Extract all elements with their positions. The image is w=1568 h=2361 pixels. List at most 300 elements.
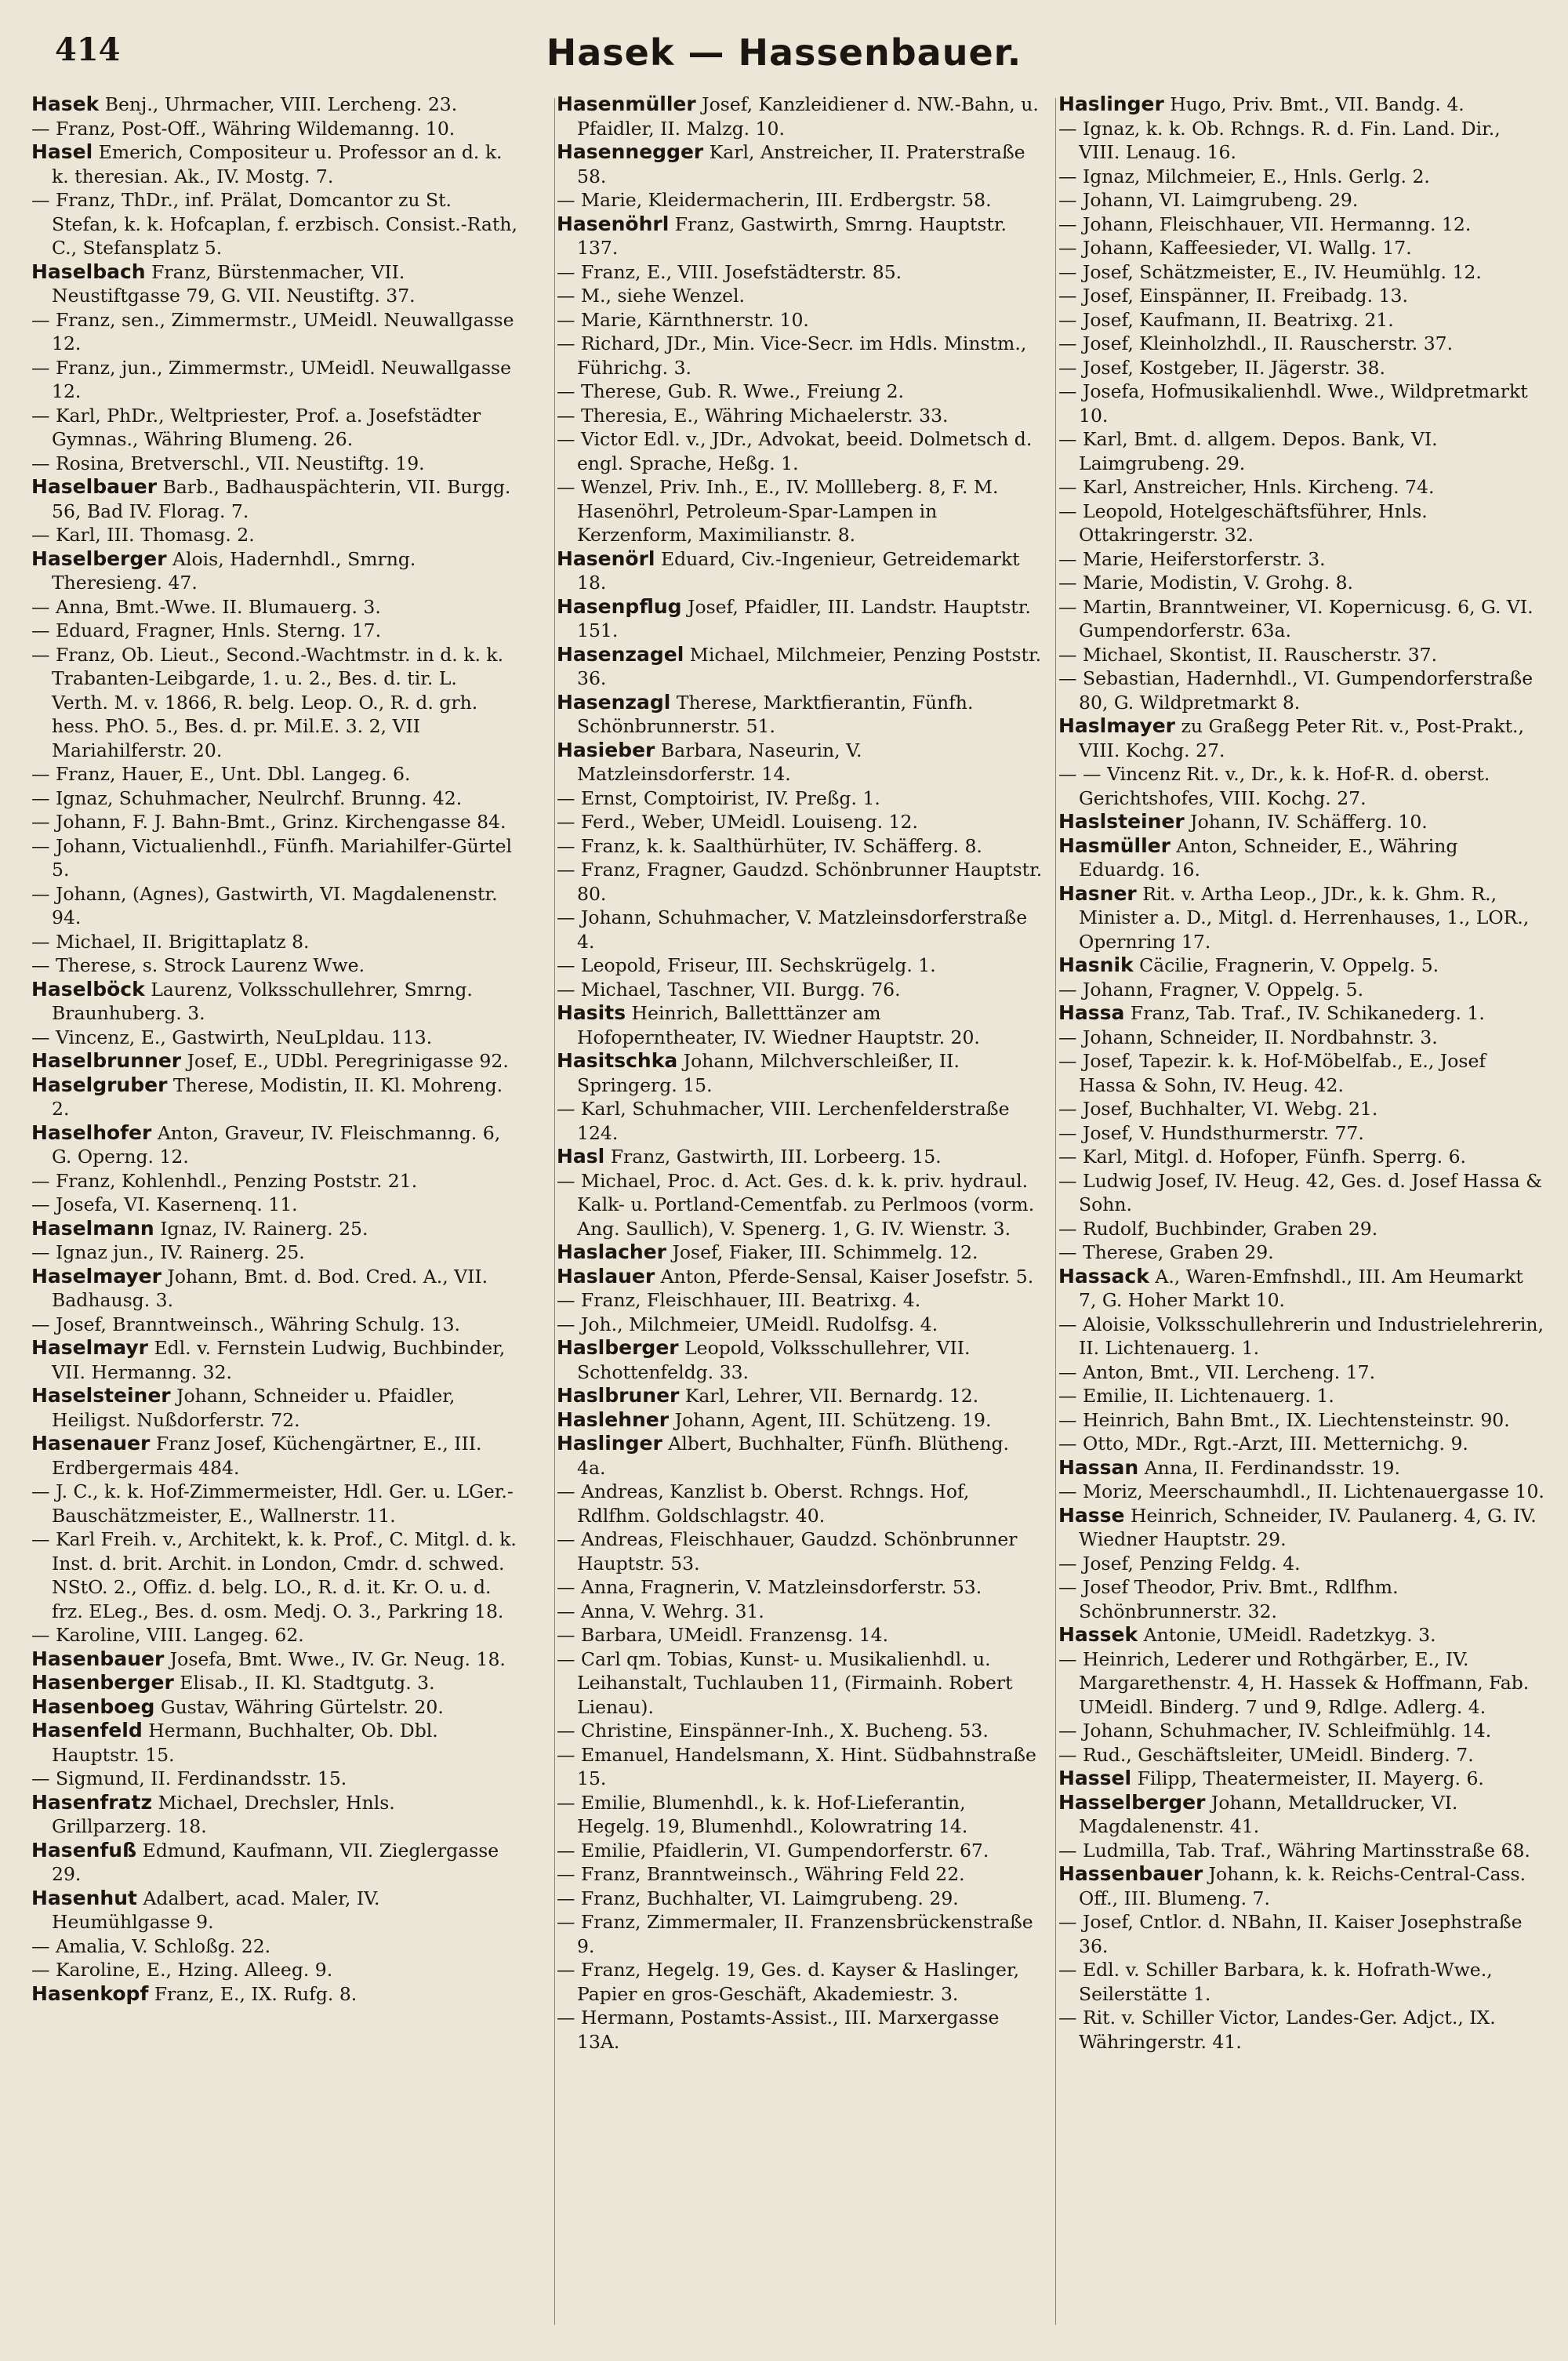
directory-entry [1058,714,1544,762]
directory-entry [1058,93,1544,117]
directory-entry [31,810,517,834]
entry-surname: Hassa [1058,1001,1125,1024]
entry-text: — Rudolf, Buchbinder, Graben 29. [1058,1217,1378,1240]
entry-surname: Haselmayer [31,1264,162,1288]
directory-entry [1058,1384,1544,1408]
entry-text: — Therese, Graben 29. [1058,1241,1274,1263]
entry-text: — Franz, ThDr., inf. Prälat, Domcantor zu St. Stefan, k. k. Hofcaplan, f. erzbisch. Consist.-Rath, C., Stefansplatz 5. [31,189,517,259]
directory-entry [31,1073,517,1121]
entry-surname: Haselhofer [31,1121,152,1144]
directory-entry [31,619,517,643]
directory-entry [557,810,1043,834]
entry-text: — Therese, s. Strock Laurenz Wwe. [31,954,365,976]
entry-surname: Hasnik [1058,953,1134,976]
directory-entry [31,308,517,356]
entry-text: — Michael, Proc. d. Act. Ges. d. k. k. priv. hydraul. Kalk- u. Portland-Cementfab. zu Perlmoos (vorm. Ang. Saullich), V. Spenerg. 1, G. IV. Wienstr. 3. [557,1169,1035,1240]
directory-entry [31,1934,517,1959]
entry-surname: Hasenkopf [31,1981,149,2005]
directory-entry [1058,1408,1544,1433]
entry-text: — Wenzel, Priv. Inh., E., IV. Mollleberg. 8, F. M. Hasenöhrl, Petroleum-Spar-Lampen in Kerzenform, Maximilianstr. 8. [557,476,999,546]
entry-text: — Josef Theodor, Priv. Bmt., Rdlfhm. Schönbrunnerstr. 32. [1058,1576,1399,1622]
directory-entry [31,140,517,188]
directory-entry [1058,1552,1544,1576]
directory-entry [31,595,517,619]
directory-entry [1058,1145,1544,1169]
entry-surname: Hasenbauer [31,1647,165,1670]
directory-entry [1058,1360,1544,1385]
entry-surname: Haselmann [31,1216,154,1240]
entry-text: Barb., Badhauspächterin, VII. Burgg. 56, Bad IV. Florag. 7. [52,476,511,522]
entry-surname: Hasenauer [31,1432,151,1455]
entry-text: Albert, Buchhalter, Fünfh. Blütheng. 4a. [577,1433,1010,1479]
directory-entry [557,1839,1043,1863]
directory-entry [1058,1623,1544,1647]
entry-text: — Johann, Schuhmacher, IV. Schleifmühlg. 14. [1058,1720,1492,1742]
entry-text: Emerich, Compositeur u. Professor an d. k. k. theresian. Ak., IV. Mostg. 7. [52,141,503,187]
directory-entry [31,1336,517,1384]
entry-surname: Hasenpflug [557,594,682,618]
directory-entry [1058,212,1544,237]
directory-entry [1058,260,1544,285]
entry-text: — Richard, JDr., Min. Vice-Secr. im Hdls. Minstm., Führichg. 3. [557,332,1027,379]
directory-entry [31,1049,517,1073]
entry-surname: Hasennegger [557,140,704,163]
directory-entry [1058,1456,1544,1480]
entry-text: — Ludmilla, Tab. Traf., Währing Martinsstraße 68. [1058,1839,1530,1862]
entry-text: Franz Josef, Küchengärtner, E., III. Erdbergermais 484. [52,1433,482,1479]
directory-entry [31,1887,517,1934]
directory-entry [31,1671,517,1695]
entry-text: zu Graßegg Peter Rit. v., Post-Prakt., VIII. Kochg. 27. [1079,715,1524,761]
directory-entry [1058,499,1544,547]
entry-text: Karl, Lehrer, VII. Bernardg. 12. [679,1385,979,1407]
directory-entry [31,953,517,978]
entry-text: Johann, Agent, III. Schützeng. 19. [669,1408,992,1431]
directory-entry [1058,1767,1544,1791]
directory-entry [557,475,1043,547]
entry-text: Anna, II. Ferdinandsstr. 19. [1138,1456,1400,1479]
directory-entry [31,188,517,260]
entry-text: — Heinrich, Lederer und Rothgärber, E., IV. Margarethenstr. 4, H. Hassek & Hoffmann, Fab. UMeidl. Binderg. 7 und 9, Rdlge. Adlerg. 4. [1058,1647,1530,1718]
directory-entry [31,1695,517,1720]
directory-entry [1058,1026,1544,1050]
entry-text: Barbara, Naseurin, V. Matzleinsdorferstr. 14. [577,739,862,785]
directory-entry [1058,356,1544,380]
entry-surname: Haselbauer [31,475,158,498]
directory-entry [31,1193,517,1217]
directory-entry [31,786,517,811]
directory-entry [557,834,1043,859]
entry-surname: Hasenhut [31,1886,137,1909]
directory-entry [1058,1432,1544,1456]
entry-text: Edl. v. Fernstein Ludwig, Buchbinder, VII. Hermanng. 32. [52,1337,506,1383]
entry-text: — Heinrich, Bahn Bmt., IX. Liechtensteinstr. 90. [1058,1408,1510,1431]
entry-text: — Franz, Hauer, E., Unt. Dbl. Langeg. 6. [31,763,411,785]
directory-entry [31,1719,517,1767]
entry-text: Eduard, Civ.-Ingenieur, Getreidemarkt 18. [577,547,1020,594]
entry-text: Heinrich, Balletttänzer am Hofoperntheater, IV. Wiedner Hauptstr. 20. [577,1002,980,1048]
entry-text: Josefa, Bmt. Wwe., IV. Gr. Neug. 18. [164,1647,506,1670]
directory-entry [1058,165,1544,189]
directory-entry [1058,1049,1544,1097]
entry-text: — Josef, Kostgeber, II. Jägerstr. 38. [1058,356,1385,379]
directory-entry [1058,1265,1544,1313]
entry-text: Gustav, Währing Gürtelstr. 20. [154,1695,444,1718]
directory-entry [31,1265,517,1313]
entry-text: — Victor Edl. v., JDr., Advokat, beeid. Dolmetsch d. engl. Sprache, Heßg. 1. [557,428,1033,474]
entry-surname: Hassan [1058,1455,1139,1479]
entry-surname: Hasits [557,1001,626,1024]
directory-entry [31,475,517,523]
directory-entry [557,1240,1043,1265]
directory-entry [557,1600,1043,1624]
entry-text: Heinrich, Schneider, IV. Paulanerg. 4, G. IV. Wiedner Hauptstr. 29. [1079,1504,1537,1550]
entry-text: — — Vincenz Rit. v., Dr., k. k. Hof-R. d. oberst. Gerichtshofes, VIII. Kochg. 27. [1058,763,1490,809]
directory-entry [1058,1480,1544,1504]
directory-entry [1058,284,1544,308]
entry-surname: Hasner [1058,881,1137,905]
directory-entry [31,1480,517,1527]
directory-entry [557,978,1043,1002]
page-number: 414 [55,31,121,68]
directory-entry [31,260,517,308]
entry-text: — Leopold, Friseur, III. Sechskrügelg. 1. [557,954,936,976]
entry-text: — Franz, Post-Off., Währing Wildemanng. 10. [31,117,456,140]
entry-text: — Emilie, Blumenhdl., k. k. Hof-Lieferantin, Hegelg. 19, Blumenhdl., Kolowratring 14. [557,1791,968,1837]
entry-text: — Karoline, E., Hzing. Alleeg. 9. [31,1959,333,1981]
entry-text: Johann, k. k. Reichs-Central-Cass. Off., III. Blumeng. 7. [1079,1863,1526,1909]
directory-entry [1058,1862,1544,1910]
entry-text: — Moriz, Meerschaumhdl., II. Lichtenauergasse 10. [1058,1480,1544,1502]
directory-entry [1058,762,1544,810]
directory-entry [31,1623,517,1647]
entry-text: — Franz, k. k. Saalthürhüter, IV. Schäfferg. 8. [557,834,982,857]
entry-text: — Josef, Buchhalter, VI. Webg. 21. [1058,1098,1378,1120]
directory-entry [31,882,517,930]
directory-entry [31,356,517,404]
entry-text: — J. C., k. k. Hof-Zimmermeister, Hdl. Ger. u. LGer.-Bauschätzmeister, E., Wallnerstr. 11. [31,1480,514,1527]
page-title: Hasek — Hassenbauer. [546,31,1022,74]
entry-text: — Michael, Taschner, VII. Burgg. 76. [557,978,901,1001]
entry-text: — Ernst, Comptoirist, IV. Preßg. 1. [557,786,880,809]
directory-entry [31,404,517,452]
entry-text: Cäcilie, Fragnerin, V. Oppelg. 5. [1133,954,1439,976]
entry-surname: Hasenzagl [557,690,671,714]
entry-text: — Barbara, UMeidl. Franzensg. 14. [557,1624,889,1646]
directory-entry [1058,1504,1544,1552]
entry-text: — Ignaz, k. k. Ob. Rchngs. R. d. Fin. Land. Dir., VIII. Lenaug. 16. [1058,117,1501,163]
directory-entry [1058,547,1544,572]
entry-text: Franz, Gastwirth, Smrng. Hauptstr. 137. [577,212,1007,259]
directory-entry [557,380,1043,404]
directory-entry [31,1240,517,1265]
entry-text: — Johann, Kaffeesieder, VI. Wallg. 17. [1058,237,1412,259]
entry-text: — Sebastian, Hadernhdl., VI. Gumpendorferstraße 80, G. Wildpretmarkt 8. [1058,667,1534,714]
entry-text: — Josef, Tapezir. k. k. Hof-Möbelfab., E., Josef Hassa & Sohn, IV. Heug. 42. [1058,1050,1486,1096]
entry-text: — Josef, Cntlor. d. NBahn, II. Kaiser Josephstraße 36. [1058,1911,1523,1957]
directory-entry [557,140,1043,188]
entry-text: Franz, Gastwirth, III. Lorbeerg. 15. [604,1146,942,1168]
entry-text: Michael, Milchmeier, Penzing Poststr. 36. [577,643,1042,689]
entry-text: — Karl, Mitgl. d. Hofoper, Fünfh. Sperrg. 6. [1058,1146,1467,1168]
entry-text: — Josef, Kleinholzhdl., II. Rauscherstr. 37. [1058,332,1454,354]
entry-surname: Haselsteiner [31,1384,171,1407]
directory-entry [557,547,1043,595]
entry-text: — Josef, V. Hundsthurmerstr. 77. [1058,1121,1364,1144]
directory-entry [1058,1958,1544,2006]
entry-text: — Hermann, Postamts-Assist., III. Marxergasse 13A. [557,2007,1000,2053]
directory-entry [1058,1240,1544,1265]
entry-text: — Amalia, V. Schloßg. 22. [31,1934,271,1957]
entry-surname: Hasse [1058,1503,1125,1527]
entry-text: — Anna, Fragnerin, V. Matzleinsdorferstr. 53. [557,1576,982,1598]
entry-surname: Hasl [557,1145,605,1168]
entry-surname: Hassack [1058,1264,1149,1288]
entry-text: — Franz, Hegelg. 19, Ges. d. Kayser & Haslinger, Papier en gros-Geschäft, Akademiestr. 3. [557,1959,1020,2005]
directory-entry [1058,117,1544,165]
entry-text: — Johann, Fleischhauer, VII. Hermanng. 12. [1058,212,1472,235]
entry-text: — Franz, Kohlenhdl., Penzing Poststr. 21. [31,1169,418,1192]
entry-text: — Michael, Skontist, II. Rauscherstr. 37. [1058,643,1438,666]
entry-text: Franz, E., IX. Rufg. 8. [148,1982,358,2005]
entry-text: — Karl, Anstreicher, Hnls. Kircheng. 74. [1058,476,1435,498]
entry-text: Josef, Fiaker, III. Schimmelg. 12. [666,1241,978,1263]
directory-entry [557,1408,1043,1433]
entry-text: — Marie, Kleidermacherin, III. Erdbergstr. 58. [557,189,992,211]
directory-entry [557,427,1043,475]
directory-entry [1058,236,1544,260]
entry-surname: Haselmayr [31,1336,148,1359]
entry-text: Benj., Uhrmacher, VIII. Lercheng. 23. [99,93,458,115]
entry-text: Hugo, Priv. Bmt., VII. Bandg. 4. [1163,93,1465,115]
entry-text: Josef, Kanzleidiener d. NW.-Bahn, u. Pfaidler, II. Malzg. 10. [577,93,1039,140]
entry-text: — Josef, Schätzmeister, E., IV. Heumühlg. 12. [1058,260,1482,283]
directory-entry [1058,571,1544,595]
directory-entry [557,1313,1043,1337]
entry-text: Johann, Schneider u. Pfaidler, Heiligst. Nußdorferstr. 72. [52,1385,456,1431]
directory-entry [557,308,1043,332]
directory-entry [557,906,1043,953]
directory-entry [557,93,1043,140]
directory-entry [31,643,517,763]
entry-text: — Karl Freih. v., Architekt, k. k. Prof., C. Mitgl. d. k. Inst. d. brit. Archit. in London, Cmdr. d. schwed. NStO. 2., Offiz. d. belg. LO., R. d. it. Kr. O. u. d. frz. ELeg., Bes. d. osm. Medj. O. 3., Parkring 18. [31,1528,517,1622]
directory-entry [31,1527,517,1623]
entry-text: — Emanuel, Handelsmann, X. Hint. Südbahnstraße 15. [557,1743,1036,1789]
directory-entry [557,691,1043,739]
directory-entry [557,1097,1043,1145]
entry-text: — Vincenz, E., Gastwirth, NeuLpldau. 113. [31,1026,433,1048]
entry-text: — Johann, Schuhmacher, V. Matzleinsdorferstraße 4. [557,906,1028,953]
entry-text: Alois, Hadernhdl., Smrng. Theresieng. 47. [52,547,416,594]
entry-surname: Haslberger [557,1336,679,1359]
entry-text: Johann, Bmt. d. Bod. Cred. A., VII. Badhausg. 3. [52,1265,488,1311]
entry-text: — Karoline, VIII. Langeg. 62. [31,1624,304,1646]
entry-text: — Josef, Kaufmann, II. Beatrixg. 21. [1058,308,1394,331]
entry-text: Therese, Marktfierantin, Fünfh. Schönbrunnerstr. 51. [577,691,974,737]
directory-entry [1058,188,1544,212]
entry-text: — Marie, Modistin, V. Grohg. 8. [1058,572,1353,594]
directory-entry [1058,475,1544,499]
entry-text: — Emilie, II. Lichtenauerg. 1. [1058,1385,1334,1407]
entry-text: — Joh., Milchmeier, UMeidl. Rudolfsg. 4. [557,1313,938,1335]
entry-text: — Johann, (Agnes), Gastwirth, VI. Magdalenenstr. 94. [31,882,498,928]
entry-surname: Hassel [1058,1767,1132,1789]
entry-text: — Michael, II. Brigittaplatz 8. [31,930,310,953]
directory-entry [557,1862,1043,1887]
directory-entry [557,595,1043,643]
directory-entry [557,1743,1043,1791]
directory-entry [1058,834,1544,882]
directory-entry [557,1647,1043,1720]
directory-entry [1058,1647,1544,1720]
directory-entry [1058,308,1544,332]
entry-text: Michael, Drechsler, Hnls. Grillparzerg. 18. [52,1791,395,1837]
entry-text: Karl, Anstreicher, II. Praterstraße 58. [577,141,1025,187]
entry-text: — Josefa, Hofmusikalienhdl. Wwe., Wildpretmarkt 10. [1058,380,1528,427]
directory-entry [557,404,1043,428]
entry-surname: Hasitschka [557,1049,678,1072]
entry-surname: Hasenöhrl [557,212,670,235]
directory-entry [1058,1313,1544,1360]
entry-text: — Anna, Bmt.-Wwe. II. Blumauerg. 3. [31,595,381,618]
directory-entry [557,739,1043,786]
entry-surname: Haslinger [1058,93,1164,115]
entry-text: — Franz, Buchhalter, VI. Laimgrubeng. 29. [557,1887,959,1909]
directory-entry [1058,1791,1544,1839]
directory-entry [557,1336,1043,1384]
entry-text: — Christine, Einspänner-Inh., X. Bucheng. 53. [557,1720,989,1742]
directory-entry [557,1432,1043,1480]
entry-text: — Marie, Kärnthnerstr. 10. [557,308,809,331]
entry-surname: Haselberger [31,547,167,570]
directory-entry [1058,427,1544,475]
entry-text: — Johann, VI. Laimgrubeng. 29. [1058,189,1359,211]
directory-entry [557,1145,1043,1169]
entry-surname: Hasenfuß [31,1838,137,1862]
directory-entry [31,1026,517,1050]
entry-surname: Hasenfratz [31,1790,153,1814]
directory-entry [557,1958,1043,2006]
directory-entry [31,1982,517,2007]
directory-entry [557,858,1043,906]
directory-entry [1058,1121,1544,1146]
entry-text: — Franz, Branntweinsch., Währing Feld 22. [557,1863,965,1885]
directory-entry [31,523,517,547]
entry-surname: Hasenberger [31,1671,174,1694]
entry-text: — Aloisie, Volksschullehrerin und Industrielehrerin, II. Lichtenauerg. 1. [1058,1313,1544,1359]
directory-entry [1058,978,1544,1002]
entry-text: — Leopold, Hotelgeschäftsführer, Hnls. Ottakringerstr. 32. [1058,499,1428,546]
entry-text: — Anna, V. Wehrg. 31. [557,1600,764,1622]
entry-text: — Johann, Schneider, II. Nordbahnstr. 3. [1058,1026,1438,1048]
entry-text: — Andreas, Kanzlist b. Oberst. Rchngs. Hof, Rdlfhm. Goldschlagstr. 40. [557,1480,970,1527]
directory-entry [557,188,1043,212]
directory-entry [31,978,517,1026]
directory-entry [557,284,1043,308]
entry-text: — Josefa, VI. Kasernenq. 11. [31,1193,298,1215]
column-divider [554,98,555,2325]
directory-entry [1058,953,1544,978]
entry-text: — Andreas, Fleischhauer, Gaudzd. Schönbrunner Hauptstr. 53. [557,1528,1018,1575]
entry-text: — Ignaz, Milchmeier, E., Hnls. Gerlg. 2. [1058,165,1430,187]
entry-surname: Haselbach [31,260,146,283]
entry-text: — Franz, Zimmermaler, II. Franzensbrückenstraße 9. [557,1911,1033,1957]
directory-entry [31,117,517,141]
directory-entry [31,1217,517,1241]
entry-text: — Franz, Fleischhauer, III. Beatrixg. 4. [557,1289,921,1311]
entry-surname: Hasselberger [1058,1790,1206,1814]
entry-text: Filipp, Theatermeister, II. Mayerg. 6. [1131,1767,1484,1789]
entry-text: Therese, Modistin, II. Kl. Mohreng. 2. [52,1073,503,1120]
directory-entry [31,762,517,786]
directory-entry [31,1169,517,1193]
entry-text: — Ludwig Josef, IV. Heug. 42, Ges. d. Josef Hassa & Sohn. [1058,1169,1543,1215]
directory-entry [31,1313,517,1337]
directory-entry [1058,1910,1544,1958]
entry-surname: Haselbrunner [31,1049,182,1072]
directory-entry [31,1432,517,1480]
entry-surname: Haselgruber [31,1073,168,1096]
entry-text: Franz, Tab. Traf., IV. Schikanederg. 1. [1124,1002,1485,1024]
entry-surname: Hassek [1058,1623,1138,1646]
entry-text: Anton, Pferde-Sensal, Kaiser Josefstr. 5. [655,1265,1034,1288]
directory-entry [557,1527,1043,1575]
entry-surname: Hasek [31,93,100,115]
directory-entry [557,2006,1043,2054]
directory-entry [557,1169,1043,1241]
directory-entry [31,930,517,954]
directory-entry [1058,882,1544,954]
directory-entry [31,1791,517,1839]
directory-entry [1058,595,1544,643]
directory-entry [31,452,517,476]
directory-entry [557,1480,1043,1527]
entry-text: Franz, Bürstenmacher, VII. Neustiftgasse 79, G. VII. Neustiftg. 37. [52,260,416,307]
entry-surname: Hasenboeg [31,1694,155,1718]
entry-text: Hermann, Buchhalter, Ob. Dbl. Hauptstr. 15. [52,1720,438,1766]
directory-column-2 [557,93,1043,2335]
entry-text: A., Waren-Emfnshdl., III. Am Heumarkt 7, G. Hoher Markt 10. [1079,1265,1523,1311]
directory-entry [1058,1719,1544,1743]
directory-entry [557,953,1043,978]
entry-surname: Haslauer [557,1264,655,1288]
column-divider [1055,98,1056,2325]
entry-text: — Rud., Geschäftsleiter, UMeidl. Binderg. 7. [1058,1743,1474,1766]
entry-text: Josef, E., UDbl. Peregrinigasse 92. [181,1050,509,1072]
directory-entry [557,1288,1043,1313]
directory-entry [557,212,1043,260]
entry-text: — Karl, Schuhmacher, VIII. Lerchenfelderstraße 124. [557,1098,1010,1144]
directory-entry [31,1384,517,1432]
entry-text: — Eduard, Fragner, Hnls. Sterng. 17. [31,619,382,641]
directory-entry [557,1887,1043,1911]
entry-text: — Franz, sen., Zimmermstr., UMeidl. Neuwallgasse 12. [31,308,514,354]
directory-entry [31,1958,517,1982]
entry-surname: Hasmüller [1058,834,1171,857]
entry-text: — Sigmund, II. Ferdinandsstr. 15. [31,1767,347,1789]
entry-text: — Emilie, Pfaidlerin, VI. Gumpendorferstr. 67. [557,1839,989,1862]
entry-text: Leopold, Volksschullehrer, VII. Schottenfeldg. 33. [577,1337,971,1383]
entry-surname: Hasieber [557,738,655,761]
directory-entry [1058,332,1544,356]
directory-entry [557,1384,1043,1408]
directory-entry [31,834,517,882]
entry-surname: Haslehner [557,1408,670,1431]
directory-column-3 [1058,93,1544,2335]
entry-surname: Haslbruner [557,1384,680,1407]
directory-entry [557,1265,1043,1289]
entry-text: — Karl, Bmt. d. allgem. Depos. Bank, VI. Laimgrubeng. 29. [1058,428,1438,474]
